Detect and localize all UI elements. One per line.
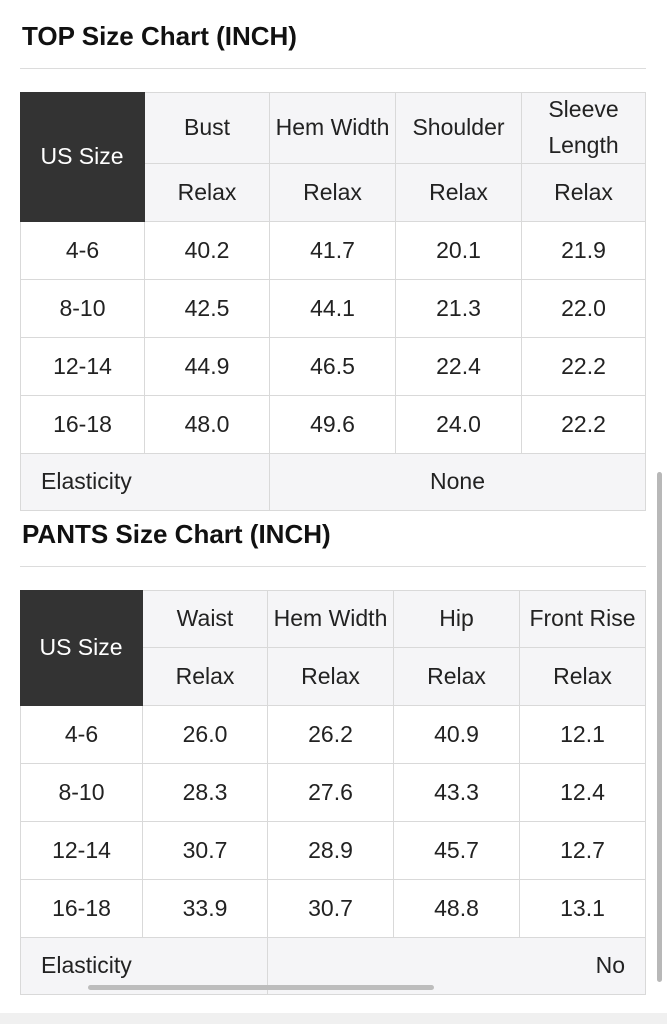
measurement-cell: 49.6 — [270, 396, 396, 454]
fit-type-label: Relax — [268, 648, 394, 706]
measure-header: Hem Width — [268, 590, 394, 648]
measurement-cell: 30.7 — [143, 822, 268, 880]
size-cell: 16-18 — [20, 880, 143, 938]
measure-header: Shoulder — [396, 92, 522, 164]
measurement-cell: 40.9 — [394, 706, 520, 764]
fit-type-label: Relax — [145, 164, 270, 222]
measurement-cell: 12.4 — [520, 764, 646, 822]
measurement-cell: 12.7 — [520, 822, 646, 880]
measurement-cell: 44.1 — [270, 280, 396, 338]
measurement-cell: 13.1 — [520, 880, 646, 938]
measure-header: Front Rise — [520, 590, 646, 648]
vertical-scrollbar[interactable] — [657, 472, 662, 982]
elasticity-label: Elasticity — [20, 938, 268, 995]
size-cell: 12-14 — [20, 822, 143, 880]
elasticity-value: No — [268, 938, 646, 995]
measurement-cell: 46.5 — [270, 338, 396, 396]
measurement-cell: 22.2 — [522, 396, 646, 454]
fit-type-label: Relax — [394, 648, 520, 706]
measurement-cell: 28.9 — [268, 822, 394, 880]
measure-header: Hip — [394, 590, 520, 648]
measurement-cell: 27.6 — [268, 764, 394, 822]
size-cell: 8-10 — [20, 280, 145, 338]
fit-type-label: Relax — [270, 164, 396, 222]
measurement-cell: 26.0 — [143, 706, 268, 764]
measurement-cell: 44.9 — [145, 338, 270, 396]
measurement-cell: 48.0 — [145, 396, 270, 454]
bottom-bar — [0, 1013, 667, 1024]
measure-header: Hem Width — [270, 92, 396, 164]
fit-type-label: Relax — [143, 648, 268, 706]
measurement-cell: 12.1 — [520, 706, 646, 764]
size-cell: 4-6 — [20, 222, 145, 280]
measure-header: Waist — [143, 590, 268, 648]
measurement-cell: 42.5 — [145, 280, 270, 338]
measurement-cell: 28.3 — [143, 764, 268, 822]
measure-header: Bust — [145, 92, 270, 164]
measurement-cell: 43.3 — [394, 764, 520, 822]
measurement-cell: 24.0 — [396, 396, 522, 454]
measurement-cell: 20.1 — [396, 222, 522, 280]
size-column-header: US Size — [20, 92, 145, 222]
measurement-cell: 48.8 — [394, 880, 520, 938]
measurement-cell: 26.2 — [268, 706, 394, 764]
measurement-cell: 40.2 — [145, 222, 270, 280]
measurement-cell: 30.7 — [268, 880, 394, 938]
measure-header: Sleeve Length — [522, 92, 646, 164]
pants-title-divider — [20, 566, 646, 567]
measurement-cell: 22.2 — [522, 338, 646, 396]
elasticity-label: Elasticity — [20, 454, 270, 511]
size-cell: 16-18 — [20, 396, 145, 454]
elasticity-value: None — [270, 454, 646, 511]
measurement-cell: 33.9 — [143, 880, 268, 938]
measurement-cell: 22.0 — [522, 280, 646, 338]
size-cell: 12-14 — [20, 338, 145, 396]
size-column-header: US Size — [20, 590, 143, 706]
top-size-chart-title: TOP Size Chart (INCH) — [22, 21, 297, 51]
measurement-cell: 21.3 — [396, 280, 522, 338]
size-cell: 4-6 — [20, 706, 143, 764]
size-cell: 8-10 — [20, 764, 143, 822]
fit-type-label: Relax — [522, 164, 646, 222]
measurement-cell: 41.7 — [270, 222, 396, 280]
fit-type-label: Relax — [520, 648, 646, 706]
measurement-cell: 22.4 — [396, 338, 522, 396]
measurement-cell: 45.7 — [394, 822, 520, 880]
top-title-divider — [20, 68, 646, 69]
horizontal-scrollbar[interactable] — [88, 985, 434, 990]
fit-type-label: Relax — [396, 164, 522, 222]
pants-size-chart-title: PANTS Size Chart (INCH) — [22, 519, 331, 549]
measurement-cell: 21.9 — [522, 222, 646, 280]
